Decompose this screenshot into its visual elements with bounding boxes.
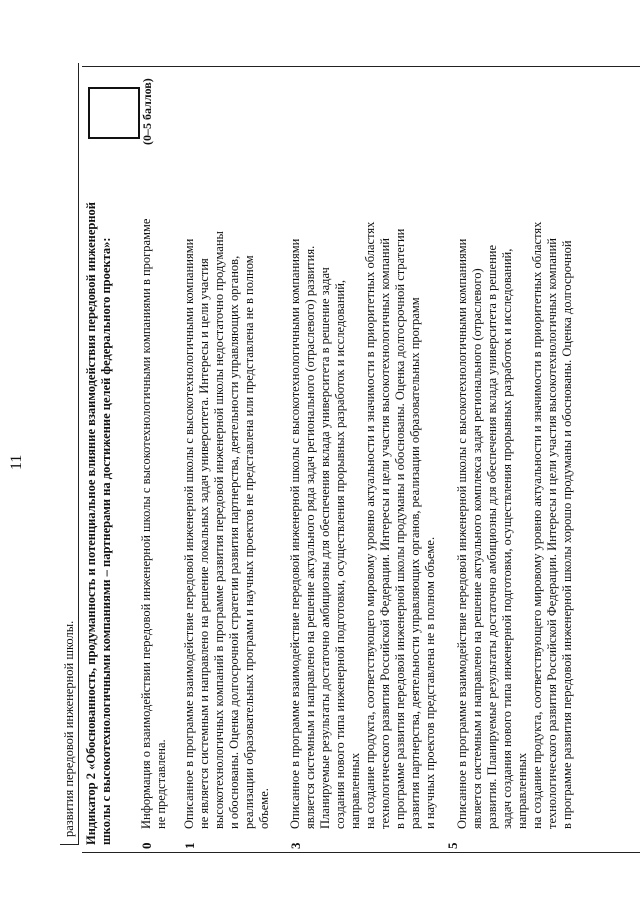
score-caption: (0–5 баллов) <box>140 78 154 145</box>
level-score: 3 <box>288 842 303 849</box>
level-text: является системным и направлено на решение актуального комплекса задач регионального (отраслевого) <box>470 268 484 829</box>
level-score: 0 <box>139 842 154 849</box>
level-text: реализации образовательных программ и научных проектов не представлена или представлена не в полном <box>242 255 256 829</box>
level-score: 1 <box>182 842 197 849</box>
level-text: развития. Планируемые результаты достаточно амбициозны для обеспечения вклада университета в решение <box>485 244 499 829</box>
level-text: на создание продукта, соответствующего мировому уровню актуальности и значимости в приоритетных областях <box>530 221 544 829</box>
page-number: 11 <box>8 454 25 470</box>
level-text: объеме. <box>257 788 271 829</box>
level-text: и научных проектов представлена не в полном объеме. <box>423 536 437 829</box>
level-text: в программе развития передовой инженерной школы продуманы и обоснованы. Оценка долгосрочной стратегии <box>393 228 407 829</box>
table-border <box>82 852 640 853</box>
level-text: в программе развития передовой инженерной школы хорошо продуманы и обоснованы. Оценка долгосрочной <box>560 240 574 829</box>
level-text: задач создания нового типа инженерной подготовки, осуществления прорывных разработок и исследований, <box>500 248 514 829</box>
level-text: является системным и направлено на решение актуального ряда задач регионального (отраслевого) развития. <box>303 245 317 829</box>
level-text: и обоснованы. Оценка долгосрочной стратегии развития партнерства, деятельности управляющих органов, <box>227 255 241 829</box>
continuation-text: развития передовой инженерной школы. <box>62 620 76 837</box>
level-text: создания нового типа инженерной подготовки, осуществления прорывных разработок и исследований, <box>333 279 347 829</box>
level-text: развития партнерства, деятельности управляющих органов, реализации образовательных программ <box>408 297 422 829</box>
table-border <box>82 66 640 67</box>
level-text: не представлена. <box>154 739 168 829</box>
level-text: не является системным и направлено на решение локальных задач университета. Интересы и цели участия <box>197 258 211 829</box>
level-text: Описанное в программе взаимодействие передовой инженерной школы с высокотехнологичными компаниями <box>455 238 469 829</box>
level-text: на создание продукта, соответствующего мировому уровню актуальности и значимости в приоритетных областях <box>363 221 377 829</box>
table-border <box>60 844 78 845</box>
level-text: направленных <box>348 752 362 829</box>
level-text: Планируемые результаты достаточно амбициозны для обеспечения вклада университета в решение задач <box>318 267 332 829</box>
indicator-title: школы с высокотехнологичными компаниями – партнерами на достижение целей федерального проекта»: <box>99 237 113 845</box>
level-text: направленных <box>515 752 529 829</box>
table-border <box>78 63 79 845</box>
level-text: технологического развития Российской Федерации. Интересы и цели участия высокотехнологичных компаний <box>545 238 559 829</box>
level-text: Описанное в программе взаимодействие передовой инженерной школы с высокотехнологичными компаниями <box>288 238 302 829</box>
level-text: Информация о взаимодействии передовой инженерной школы с высокотехнологичными компаниями в программе <box>139 218 153 829</box>
indicator-title: Индикатор 2 «Обоснованность, продуманность и потенциальное влияние взаимодействия передовой инженерной <box>84 202 98 845</box>
level-text: Описанное в программе взаимодействие передовой инженерной школы с высокотехнологичными компаниями <box>182 238 196 829</box>
level-score: 5 <box>445 842 460 849</box>
level-text: высокотехнологичных компаний в программе развития передовой инженерной школы недостаточно продуманы <box>212 231 226 829</box>
score-box[interactable] <box>88 87 140 139</box>
level-text: технологического развития Российской Федерации. Интересы и цели участия высокотехнологичных компаний <box>378 238 392 829</box>
